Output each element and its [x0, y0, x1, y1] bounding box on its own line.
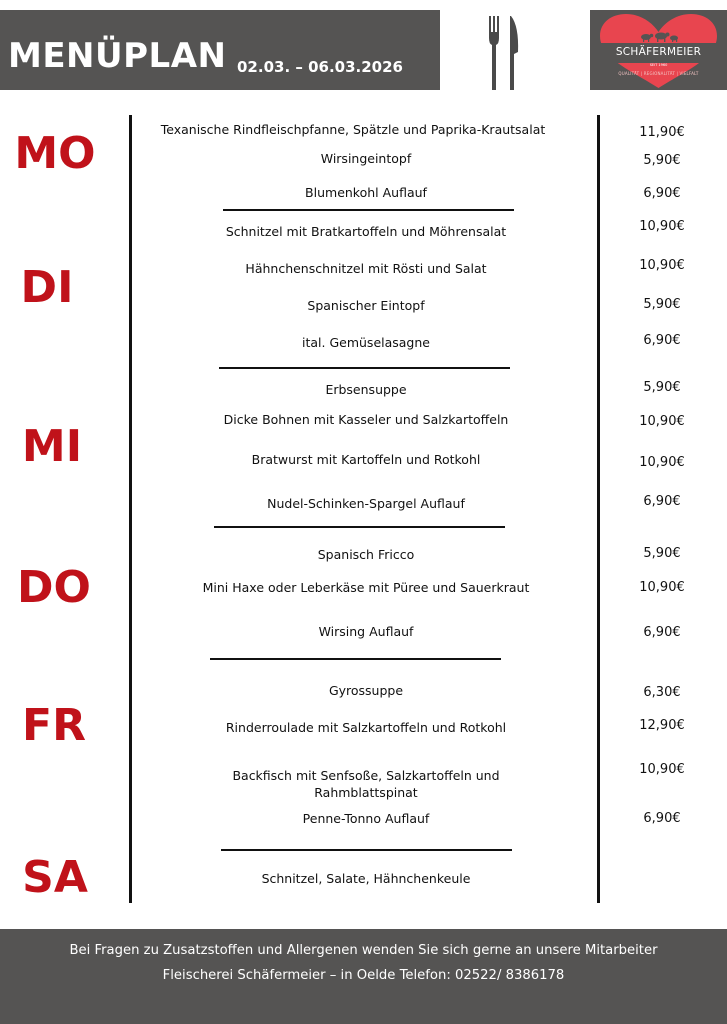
dish-price: 6,90€	[643, 494, 681, 509]
dish-price: 6,90€	[643, 811, 681, 826]
footer-contact: Fleischerei Schäfermeier – in Oelde Telefon: 02522/ 8386178	[162, 968, 565, 983]
dish-price: 10,90€	[639, 580, 685, 595]
dish-name: Bratwurst mit Kartoffeln und Rotkohl	[251, 452, 481, 467]
dish-name: Wirsingeintopf	[320, 151, 412, 166]
dish-name: Hähnchenschnitzel mit Rösti und Salat	[245, 261, 487, 276]
dish-price: 5,90€	[643, 546, 681, 561]
date-range: 02.03. – 06.03.2026	[237, 58, 403, 76]
dish-name: Texanische Rindfleischpfanne, Spätzle und Paprika-Krautsalat	[160, 122, 546, 137]
logo-name: SCHÄFERMEIER	[615, 46, 702, 58]
dish-name: Blumenkohl Auflauf	[305, 185, 427, 200]
dish-name: Spanisch Fricco	[317, 547, 415, 562]
day-separator	[214, 526, 505, 528]
dish-price: 5,90€	[643, 297, 681, 312]
logo-established: SEIT 1960	[649, 63, 668, 67]
left-divider	[129, 115, 132, 903]
header-bar	[0, 10, 440, 90]
footer-allergen-note: Bei Fragen zu Zusatzstoffen und Allergenen wenden Sie sich gerne an unsere Mitarbeiter	[69, 943, 658, 958]
dish-price: 6,90€	[643, 625, 681, 640]
day-label-fr: FR	[22, 700, 86, 751]
logo	[590, 10, 727, 90]
dish-price: 5,90€	[643, 153, 681, 168]
day-separator	[210, 658, 501, 660]
day-separator	[221, 849, 512, 851]
dish-price: 10,90€	[639, 762, 685, 777]
day-separator	[223, 209, 514, 211]
dish-price: 10,90€	[639, 455, 685, 470]
dish-price: 10,90€	[639, 414, 685, 429]
dish-name: Mini Haxe oder Leberkäse mit Püree und Sauerkraut	[202, 580, 530, 595]
dish-name: Spanischer Eintopf	[307, 298, 425, 313]
dish-name: Nudel-Schinken-Spargel Auflauf	[267, 496, 465, 511]
dish-name: Schnitzel mit Bratkartoffeln und Möhrensalat	[225, 224, 507, 239]
dish-price: 6,90€	[643, 333, 681, 348]
dish-name: Penne-Tonno Auflauf	[302, 811, 430, 826]
dish-price: 6,30€	[643, 685, 681, 700]
cutlery-icon	[487, 14, 521, 92]
day-label-mi: MI	[21, 421, 83, 472]
dish-price: 10,90€	[639, 219, 685, 234]
dish-name: Wirsing Auflauf	[318, 624, 414, 639]
day-separator	[219, 367, 510, 369]
footer-bar	[0, 929, 727, 1024]
dish-name: Schnitzel, Salate, Hähnchenkeule	[261, 871, 471, 886]
day-label-sa: SA	[22, 852, 88, 903]
day-label-di: DI	[20, 262, 74, 313]
page-title: MENÜPLAN	[8, 36, 227, 76]
dish-price: 10,90€	[639, 258, 685, 273]
dish-name: Backfisch mit Senfsoße, Salzkartoffeln und	[232, 768, 500, 783]
dish-name: Dicke Bohnen mit Kasseler und Salzkartoffeln	[223, 412, 509, 427]
day-label-mo: MO	[14, 128, 96, 179]
day-label-do: DO	[17, 562, 91, 613]
dish-name: Rinderroulade mit Salzkartoffeln und Rotkohl	[225, 720, 507, 735]
dish-price: 6,90€	[643, 186, 681, 201]
logo-tagline: QUALITÄT | REGIONALITÄT | VIELFALT	[618, 71, 699, 76]
dish-price: 5,90€	[643, 380, 681, 395]
dish-price: 11,90€	[639, 125, 685, 140]
dish-name: Gyrossuppe	[328, 683, 404, 698]
dish-name-line2: Rahmblattspinat	[314, 785, 418, 800]
dish-name: Erbsensuppe	[325, 382, 407, 397]
dish-price: 12,90€	[639, 718, 685, 733]
dish-name: ital. Gemüselasagne	[302, 335, 430, 350]
